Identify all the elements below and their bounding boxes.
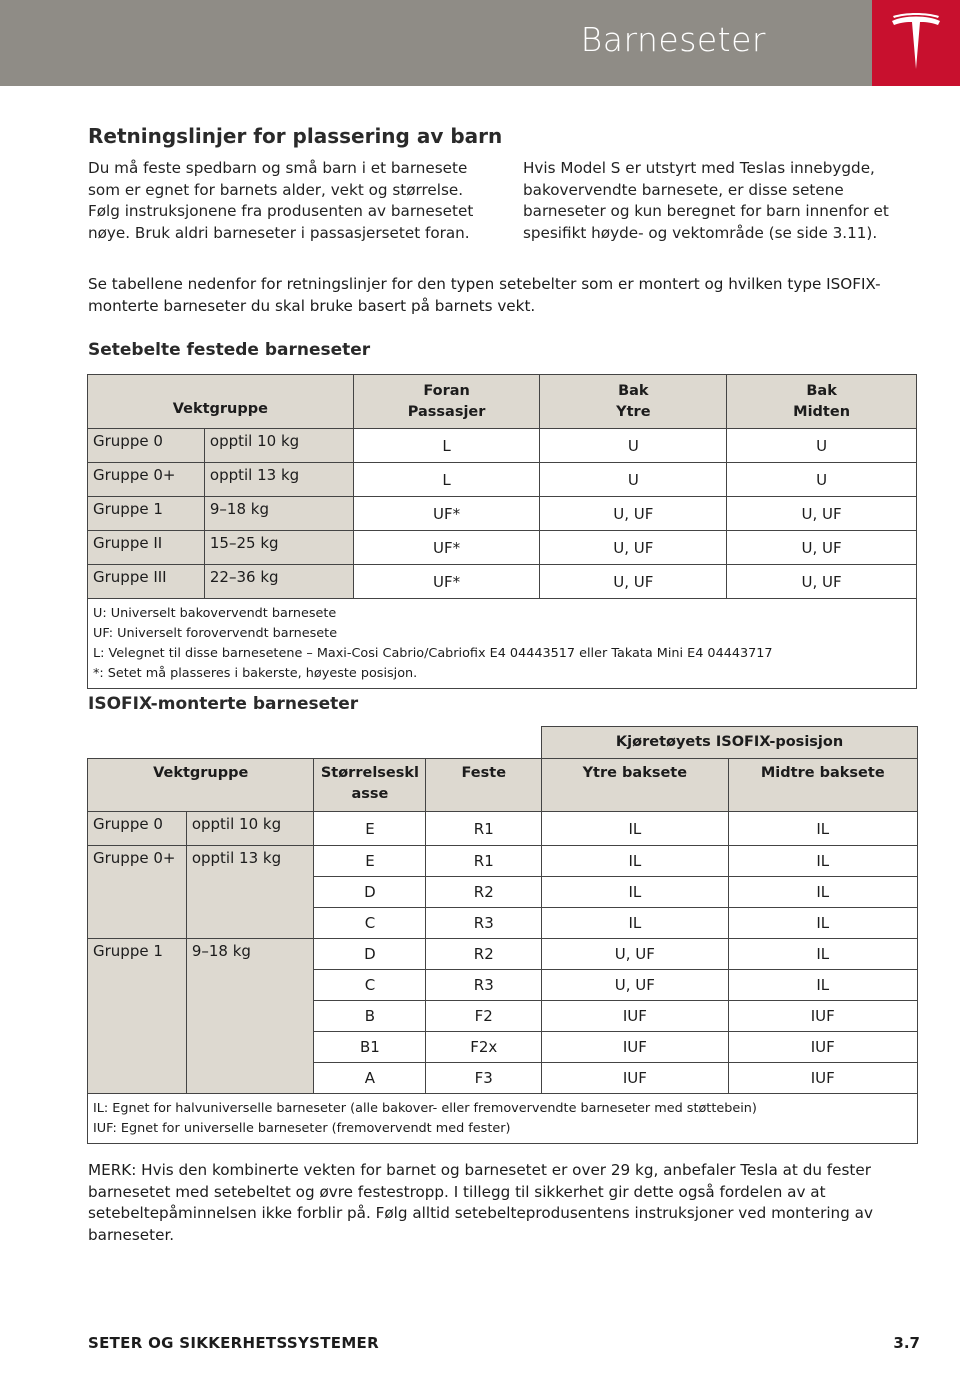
group-cell: Gruppe 0+ <box>88 463 205 497</box>
value-cell: E <box>314 812 426 846</box>
value-cell: IL <box>728 970 917 1001</box>
table-row <box>88 429 917 463</box>
value-cell: IUF <box>728 1032 917 1063</box>
header-outer: Ytre baksete <box>542 759 728 812</box>
value-cell: L <box>353 429 540 463</box>
value-cell: U, UF <box>727 565 917 599</box>
table-row <box>88 812 918 846</box>
weight-cell: opptil 10 kg <box>186 812 314 846</box>
value-cell: U, UF <box>542 970 728 1001</box>
table-row <box>88 497 917 531</box>
value-cell: R3 <box>426 908 542 939</box>
value-cell: U, UF <box>727 497 917 531</box>
table-row <box>88 939 918 970</box>
value-cell: C <box>314 908 426 939</box>
value-cell: IL <box>728 877 917 908</box>
table-row <box>88 565 917 599</box>
weight-cell: opptil 13 kg <box>186 846 314 939</box>
value-cell: A <box>314 1063 426 1094</box>
group-cell: Gruppe 0 <box>88 812 187 846</box>
value-cell: U, UF <box>542 939 728 970</box>
value-cell: B <box>314 1001 426 1032</box>
header-middle: Midtre baksete <box>728 759 917 812</box>
value-cell: IUF <box>728 1001 917 1032</box>
value-cell: R1 <box>426 812 542 846</box>
group-cell: Gruppe 0+ <box>88 846 187 939</box>
value-cell: L <box>353 463 540 497</box>
value-cell: IL <box>728 908 917 939</box>
value-cell: F2x <box>426 1032 542 1063</box>
header-weight2: Vektgruppe <box>88 759 314 812</box>
value-cell: IL <box>542 846 728 877</box>
seatbelt-table <box>87 374 917 689</box>
intro-paragraph: Se tabellene nedenfor for retningslinjer for den typen setebelter som er montert og hvilken type ISOFIX-monterte barneseter du skal bruke basert på barnets vekt. <box>88 275 881 315</box>
footer-section: SETER OG SIKKERHETSSYSTEMER <box>88 1334 379 1352</box>
value-cell: R1 <box>426 846 542 877</box>
note-paragraph: MERK: Hvis den kombinerte vekten for barnet og barnesetet er over 29 kg, anbefaler Tesla at du fester barnesetet med setebeltet og øvre festestropp. I tillegg til sikkerhet gir dette også fordelen av at setebeltepåminnelsen ikke forblir på. Følg alltid setebelteprodusentens instruksjoner ved montering av barneseter. <box>88 1161 873 1244</box>
value-cell: C <box>314 970 426 1001</box>
header-weight: Vektgruppe <box>88 375 354 429</box>
value-cell: D <box>314 877 426 908</box>
table-row <box>88 463 917 497</box>
value-cell: U, UF <box>727 531 917 565</box>
header-size-class: Størrelseskl asse <box>314 759 426 812</box>
value-cell: F2 <box>426 1001 542 1032</box>
value-cell: U <box>727 463 917 497</box>
group-cell: Gruppe III <box>88 565 205 599</box>
table2-notes: IL: Egnet for halvuniverselle barneseter (alle bakover- eller fremovervendte barneseter med støttebein) IUF: Egnet for universelle barneseter (fremovervendt med fester) <box>88 1094 918 1144</box>
value-cell: IL <box>728 846 917 877</box>
weight-cell: opptil 13 kg <box>204 463 353 497</box>
value-cell: E <box>314 846 426 877</box>
table-row <box>88 846 918 877</box>
header-mount: Feste <box>426 759 542 812</box>
value-cell: U <box>540 463 727 497</box>
weight-cell: opptil 10 kg <box>204 429 353 463</box>
header-rear-middle: Bak Midten <box>727 375 917 429</box>
table-row <box>88 531 917 565</box>
value-cell: R3 <box>426 970 542 1001</box>
isofix-table <box>87 726 918 1144</box>
tesla-logo-icon <box>890 13 942 73</box>
value-cell: IL <box>542 812 728 846</box>
table2-heading: ISOFIX-monterte barneseter <box>88 694 359 714</box>
tesla-logo <box>872 0 960 86</box>
group-cell: Gruppe 0 <box>88 429 205 463</box>
group-cell: Gruppe 1 <box>88 939 187 1094</box>
header-front: Foran Passasjer <box>353 375 540 429</box>
value-cell: UF* <box>353 565 540 599</box>
page-number: 3.7 <box>893 1334 920 1352</box>
group-cell: Gruppe II <box>88 531 205 565</box>
weight-cell: 9–18 kg <box>204 497 353 531</box>
value-cell: IL <box>728 939 917 970</box>
value-cell: U, UF <box>540 497 727 531</box>
value-cell: IUF <box>542 1032 728 1063</box>
value-cell: R2 <box>426 939 542 970</box>
value-cell: UF* <box>353 531 540 565</box>
intro-text-right: Hvis Model S er utstyrt med Teslas innebygde, bakovervendte barnesete, er disse setene barneseter og kun beregnet for barn innenfor et spesifikt høyde- og vektområde (se side 3.11). <box>523 159 889 242</box>
value-cell: U <box>540 429 727 463</box>
value-cell: U, UF <box>540 565 727 599</box>
value-cell: UF* <box>353 497 540 531</box>
section-title: Retningslinjer for plassering av barn <box>88 124 503 148</box>
table1-notes: U: Universelt bakovervendt barnesete UF: Universelt forovervendt barnesete L: Velegnet til disse barnesetene – Maxi-Cosi Cabrio/Cabriofix E4 04443517 eller Takata Mini E4 04443717 *: Setet må plasseres i bakerste, høyeste posisjon. <box>88 599 917 689</box>
value-cell: U <box>727 429 917 463</box>
value-cell: U, UF <box>540 531 727 565</box>
group-cell: Gruppe 1 <box>88 497 205 531</box>
weight-cell: 15–25 kg <box>204 531 353 565</box>
value-cell: IUF <box>728 1063 917 1094</box>
value-cell: B1 <box>314 1032 426 1063</box>
table1-heading: Setebelte festede barneseter <box>88 340 371 360</box>
value-cell: IL <box>728 812 917 846</box>
value-cell: D <box>314 939 426 970</box>
page-header <box>0 0 872 86</box>
value-cell: R2 <box>426 877 542 908</box>
weight-cell: 22–36 kg <box>204 565 353 599</box>
page-title: Barneseter <box>580 20 766 59</box>
value-cell: IUF <box>542 1063 728 1094</box>
value-cell: F3 <box>426 1063 542 1094</box>
weight-cell: 9–18 kg <box>186 939 314 1094</box>
intro-text-left: Du må feste spedbarn og små barn i et barnesete som er egnet for barnets alder, vekt og størrelse. Følg instruksjonene fra produsenten av barnesetet nøye. Bruk aldri barneseter i passasjersetet foran. <box>88 159 474 242</box>
value-cell: IL <box>542 908 728 939</box>
value-cell: IUF <box>542 1001 728 1032</box>
isofix-position-header: Kjøretøyets ISOFIX-posisjon <box>542 727 918 759</box>
header-rear-outer: Bak Ytre <box>540 375 727 429</box>
value-cell: IL <box>542 877 728 908</box>
